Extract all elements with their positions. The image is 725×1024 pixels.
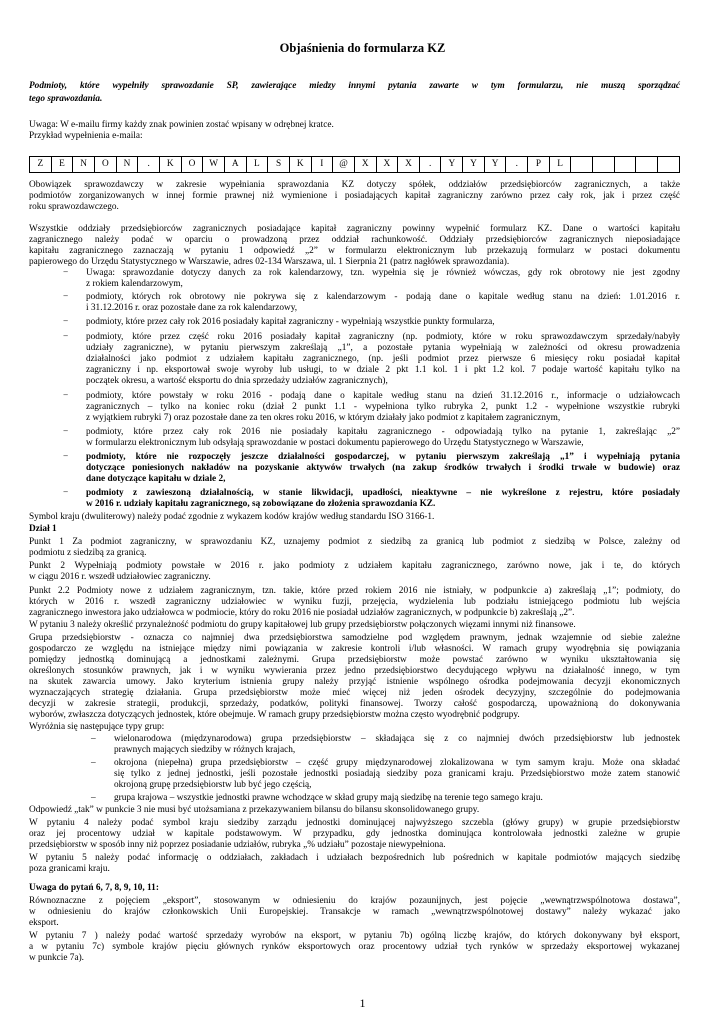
odpowiedz-note: Odpowiedź „tak” w punkcie 3 nie musi być utożsamiana z przekazywaniem bilansu do bilansu skonsolidowanego grupy. (29, 805, 480, 815)
punkt22-line: Punkt 2.2 Podmioty nowe z udziałem zagranicznym, tzn. takie, które przed rokiem 2016 nie istniały, w podpunkcie a) zakreślają „1”; podmioty, do (29, 586, 680, 596)
grupa-line: wyznaczających strategię działania. Grupa przedsiębiorstw może mieć więcej niż jeden ośrodek decyzyjny, szczególnie do podejmowania (29, 688, 680, 698)
list-dash: − (63, 268, 69, 278)
email-char-cell: X (398, 157, 420, 173)
group-type-line: wielonarodowa (międzynarodowa) grupa przedsiębiorstw – składająca się z co najmniej dwóch przedsiębiorstw lub jednostek (114, 734, 680, 744)
email-char-cell: Z (30, 157, 52, 173)
intro-line: tego sprawozdania. (29, 94, 103, 104)
list-item-line: początek okresu, a wartość eksportu do dnia sprzedaży udziałów zagranicznych), (86, 376, 388, 386)
list-dash: − (63, 292, 69, 302)
email-note: Uwaga: W e-mailu firmy każdy znak powinien zostać wpisany w odrębnej kratce. (29, 120, 334, 130)
grupa-line: gospodarczo ze względu na istniejące między nimi powiązania w zakresie kontroli i/lub własności. W ramach grupy wyodrębnia się powiązania (29, 644, 680, 654)
email-char-cell: W (203, 157, 225, 173)
email-char-cell: A (224, 157, 246, 173)
email-example-grid (29, 156, 680, 173)
group-type-line: prawnych mających siedziby w różnych krajach, (114, 745, 296, 755)
list-item-line: dane dotyczące kapitału w dziale 2, (86, 474, 226, 484)
email-char-cell: O (181, 157, 203, 173)
list-dash: − (63, 332, 69, 342)
grupa-line: Grupa przedsiębiorstw - oznacza co najmniej dwa przedsiębiorstwa samodzielne pod względem prawnym, jednak wzajemnie od siebie zależne (29, 633, 680, 643)
list-dash: − (63, 452, 69, 462)
list-item-line: podmioty, których rok obrotowy nie pokrywa się z kalendarzowym - podają dane o kapitale według stanu na dzień: 1.01.2016 r. (86, 292, 680, 302)
obligation-line: Obowiązek sprawozdawczy w zakresie wypełniania sprawozdania KZ dotyczy spółek, oddziałów przedsiębiorców zagranicznych, a także (29, 180, 680, 190)
list-item-line: podmioty, które przez cały rok 2016 nie posiadały kapitału zagranicznego - odpowiadają tylko na pytanie 1, zakreślając „2” (86, 427, 680, 437)
email-char-cell: N (73, 157, 95, 173)
list-item-line: udziały zagraniczne), w pytaniu pierwszym zakreślają „1”, a pozostałe pytania wypełniają w zależności od okresu prowadzenia (86, 343, 680, 353)
email-char-cell: . (419, 157, 441, 173)
group-type-line: grupa krajowa – wszystkie jednostki prawne wchodzące w skład grupy mają siedzibę na terenie tego samego kraju. (114, 793, 543, 803)
email-char-cell (571, 157, 593, 173)
intro-line: Podmioty, które wypełniły sprawozdanie SP, zawierające miedzy innymi pytania zawarte w tym formularzu, nie muszą sporządzać (29, 81, 680, 91)
eksport-line: w odniesieniu do krajów członkowskich Unii Europejskiej. Transakcje w ramach „wewnątrzwspólnotowej dostawy” należy wykazać jako (29, 907, 680, 917)
group-type-line: się tylko z jednej jednostki, jeśli pozostałe jednostki posiadają siedziby poza granicami kraju. Przedsiębiorstwo może zatem stanowić (114, 769, 680, 779)
email-example-label: Przykład wypełnienia e-maila: (29, 131, 143, 141)
punkt22-line: których w 2016 r. wszedł zagraniczny udziałowiec w wyniku fuzji, przejęcia, wydzielenia lub podziału istniejącego podmiotu lub wejścia (29, 597, 680, 607)
list-item-line: z rokiem kalendarzowym, (86, 279, 183, 289)
list-dash: − (63, 317, 69, 327)
email-char-cell: O (94, 157, 116, 173)
eksport-line: Równoznaczne z pojęciem „eksport”, stosowanym w odniesieniu do krajów pozaunijnych, jest pojęcie „wewnątrzwspólnotowa dostawa”, (29, 896, 680, 906)
page-number: 1 (359, 996, 366, 1010)
grupa-line: pomiędzy jednostką dominującą a jednostkami zależnymi. Grupa przedsiębiorstw może powstać zarówno w wyniku ukształtowania się (29, 655, 680, 665)
list-item-line: z wyjątkiem rubryki 7) oraz pozostałe dane za ten okres roku 2016, w którym działały jako podmiot z kapitałem zagranicznym, (86, 413, 561, 423)
pytanie3-line: W pytaniu 3 należy określić przynależność podmiotu do grupy kapitałowej lub grupy przedsiębiorstw połączonych więzami innymi niż finansowe. (29, 620, 576, 630)
list-item-line: w 2016 r. udziały kapitału zagranicznego, są zobowiązane do złożenia sprawozdania KZ. (86, 499, 436, 509)
list-item-line: podmioty, które nie rozpoczęły jeszcze działalności gospodarczej, w pytaniu pierwszym zakreślają „1” i wypełniają pytania (86, 452, 680, 462)
pytanie4-line: przedsiębiorstw w sposób inny niż poprzez posiadanie udziałów, rubryka „% udziału” pozostaje niewypełniona. (29, 840, 446, 850)
email-char-cell: L (246, 157, 268, 173)
page-title: Objaśnienia do formularza KZ (279, 41, 446, 55)
branches-line: kapitału zagranicznego zaznaczają w pytaniu 1 odpowiedź „2” w formularzu elektronicznym lub przekazują formularz w postaci dokumentu (29, 246, 680, 256)
list-item-line: dotyczące poniesionych nakładów na pozyskanie aktywów trwałych (na zakup środków trwałych i środki trwałe w budowie) oraz (86, 463, 680, 473)
email-char-cell: K (289, 157, 311, 173)
email-char-cell: E (51, 157, 73, 173)
eksport-line: eksport. (29, 918, 59, 928)
section-heading: Uwaga do pytań 6, 7, 8, 9, 10, 11: (29, 883, 159, 893)
list-item-line: i 31.12.2016 r. oraz pozostałe dane za rok kalendarzowy, (86, 303, 298, 313)
list-dash: – (91, 793, 96, 803)
list-item-line: w formularzu elektronicznym lub odsyłają sprawozdanie w postaci dokumentu papierowego do Urzędu Statystycznego w Warszawie, (86, 438, 584, 448)
email-char-cell: S (268, 157, 290, 173)
pytanie7-line: w punkcie 7a). (29, 953, 84, 963)
email-char-cell: @ (333, 157, 355, 173)
list-item-line: zagraniczny i np. eksportował swoje wyroby lub usługi, to w dziale 2 pkt 1.1 kol. 1 i pkt 1.2 kol. 7 podaje wartość kapitału tylko na (86, 365, 680, 375)
list-dash: – (91, 734, 96, 744)
list-item-line: Uwaga: sprawozdanie dotyczy danych za rok kalendarzowy, tzn. wypełnia się je również wówczas, gdy rok obrotowy nie jest zgodny (86, 268, 680, 278)
punkt2-line: Punkt 2 Wypełniają podmioty powstałe w 2016 r. jako podmioty z udziałem kapitału zagranicznego, zarówno nowe, jak i te, do których (29, 561, 680, 571)
grupa-line: określonych stosunków prawnych, jak i w wyniku wywierania przez jedno przedsiębiorstwo decydującego wpływu na działalność innego, w tym (29, 666, 680, 676)
punkt1-line: Punkt 1 Za podmiot zagraniczny, w sprawozdaniu KZ, uznajemy podmiot z siedzibą za granicą lub podmiot z siedzibą w Polsce, zależny od (29, 537, 680, 547)
group-type-line: okrojona (niepełna) grupa przedsiębiorstw – część grupy międzynarodowej zlokalizowana w tym samym kraju. Może ona składać (114, 758, 680, 768)
pytanie5-line: W pytaniu 5 należy podać informację o oddziałach, zakładach i udziałach bezpośrednich lub pośrednich w kapitale podmiotów mających siedzibę (29, 853, 680, 863)
email-char-cell: X (376, 157, 398, 173)
email-char-cell: K (159, 157, 181, 173)
group-types-intro: Wyróżnia się następujące typy grup: (29, 722, 165, 732)
email-char-cell (614, 157, 636, 173)
email-char-cell: X (354, 157, 376, 173)
list-item-line: podmioty, które powstały w roku 2016 - podają dane o kapitale według stanu na dzień 31.12.2016 r., informacje o udziałowcach (86, 391, 680, 401)
email-grid-row (30, 157, 680, 173)
grupa-line: decyzji w zakresie strategii, produkcji, sprzedaży, podatków, polityki finansowej. Tworzy całość gospodarczą, upoważnioną do dokonywania (29, 699, 680, 709)
list-item-line: podmioty, które przez cały rok 2016 posiadały kapitał zagraniczny - wypełniają wszystkie punkty formularza, (86, 317, 495, 327)
email-char-cell (636, 157, 658, 173)
obligation-line: podmiotów zorganizowanych w innej formie prawnej niż wymienione i posiadających kapitał zagraniczny zarówno przez cały rok, jak i przez część (29, 191, 680, 201)
grupa-line: na skutek zawarcia umowy. Jako kryterium istnienia grupy należy przyjąć istnienie wspólnego ośrodka podejmowania decyzji ekonomicznych (29, 677, 680, 687)
list-item-line: zagranicznych – tylko na koniec roku (dział 2 punkt 1.1 - wypełniona tylko rubryka 2, punkt 1.2 - wypełnione wszystkie rubryki (86, 402, 680, 412)
list-item-line: podmioty z zawieszoną działalnością, w stanie likwidacji, upadłości, nieaktywne – nie wykreślone z rejestru, które posiadały (86, 488, 680, 498)
pytanie4-line: oraz jej procentowy udział w kapitale podstawowym. W przypadku, gdy jednostka dominująca kontrolowała jednostki zależne w grupie (29, 829, 680, 839)
pytanie5-line: poza granicami kraju. (29, 864, 110, 874)
email-char-cell: Y (441, 157, 463, 173)
pytanie4-line: W pytaniu 4 należy podać symbol kraju siedziby zarządu jednostki dominującej najwyższego szczebla (główy grupy) w grupie przedsiębiorstw (29, 818, 680, 828)
list-dash: – (91, 758, 96, 768)
branches-line: papierowego do Urzędu Statystycznego w Warszawie, adres 02-134 Warszawa, ul. 1 Sierpnia 21 (patrz nagłówek sprawozdania). (29, 257, 510, 267)
email-char-cell: I (311, 157, 333, 173)
email-char-cell: . (138, 157, 160, 173)
email-char-cell: Y (463, 157, 485, 173)
email-char-cell: N (116, 157, 138, 173)
list-dash: − (63, 488, 69, 498)
email-char-cell: P (528, 157, 550, 173)
email-char-cell: L (549, 157, 571, 173)
email-char-cell (658, 157, 680, 173)
punkt1-line: podmiotu z siedzibą za granicą. (29, 548, 147, 558)
section-heading: Dział 1 (29, 524, 57, 534)
branches-line: Wszystkie oddziały przedsiębiorców zagranicznych posiadające kapitał zagraniczny powinny wypełnić formularz KZ. Dane o wartości kapitału (29, 224, 680, 234)
obligation-line: roku sprawozdawczego. (29, 202, 119, 212)
branches-line: zagranicznego należy podać w oparciu o prowadzoną przez oddział rachunkowość. Oddziały przedsiębiorców zagranicznych nieposiadające (29, 235, 680, 245)
pytanie7-line: W pytaniu 7 ) należy podać wartość sprzedaży wyrobów na eksport, w pytaniu 7b) ogólną liczbę krajów, do których dokonywany był eksport, (29, 931, 680, 941)
list-dash: − (63, 391, 69, 401)
email-char-cell (593, 157, 615, 173)
symbol-kraju-note: Symbol kraju (dwuliterowy) należy podać zgodnie z wykazem kodów krajów według standardu ISO 3166-1. (29, 512, 435, 522)
list-item-line: podmioty, które przez część roku 2016 posiadały kapitał zagraniczny (np. podmioty, które w roku sprawozdawczym sprzedały/nabyły (86, 332, 680, 342)
grupa-line: wyborów, zwłaszcza dotyczących jednostek, które obejmuje. W ramach grupy przedsiębiorstw można często wyodrębnić podgrupy. (29, 710, 520, 720)
list-item-line: działalności jako podmiot z udziałem kapitału zagranicznego, (np. jeśli podmiot przez pierwsze 6 miesięcy roku posiadał kapitał (86, 354, 680, 364)
group-type-line: okrojoną grupę przedsiębiorstw lub być jego częścią, (114, 780, 312, 790)
punkt2-line: w ciągu 2016 r. wszedł udziałowiec zagraniczny. (29, 572, 211, 582)
pytanie7-line: a w pytaniu 7c) symbole krajów pięciu głównych rynków eksportowych oraz procentowy udział tych rynków w sprzedaży eksportowej wykazanej (29, 942, 680, 952)
email-char-cell: . (506, 157, 528, 173)
email-char-cell: Y (484, 157, 506, 173)
punkt22-line: zagranicznego inwestora jako udziałowca w podmiocie, który do roku 2016 nie posiadał udziałów zagranicznych, w podpunkcie b) zakreślają „2”. (29, 608, 575, 618)
list-dash: − (63, 427, 69, 437)
